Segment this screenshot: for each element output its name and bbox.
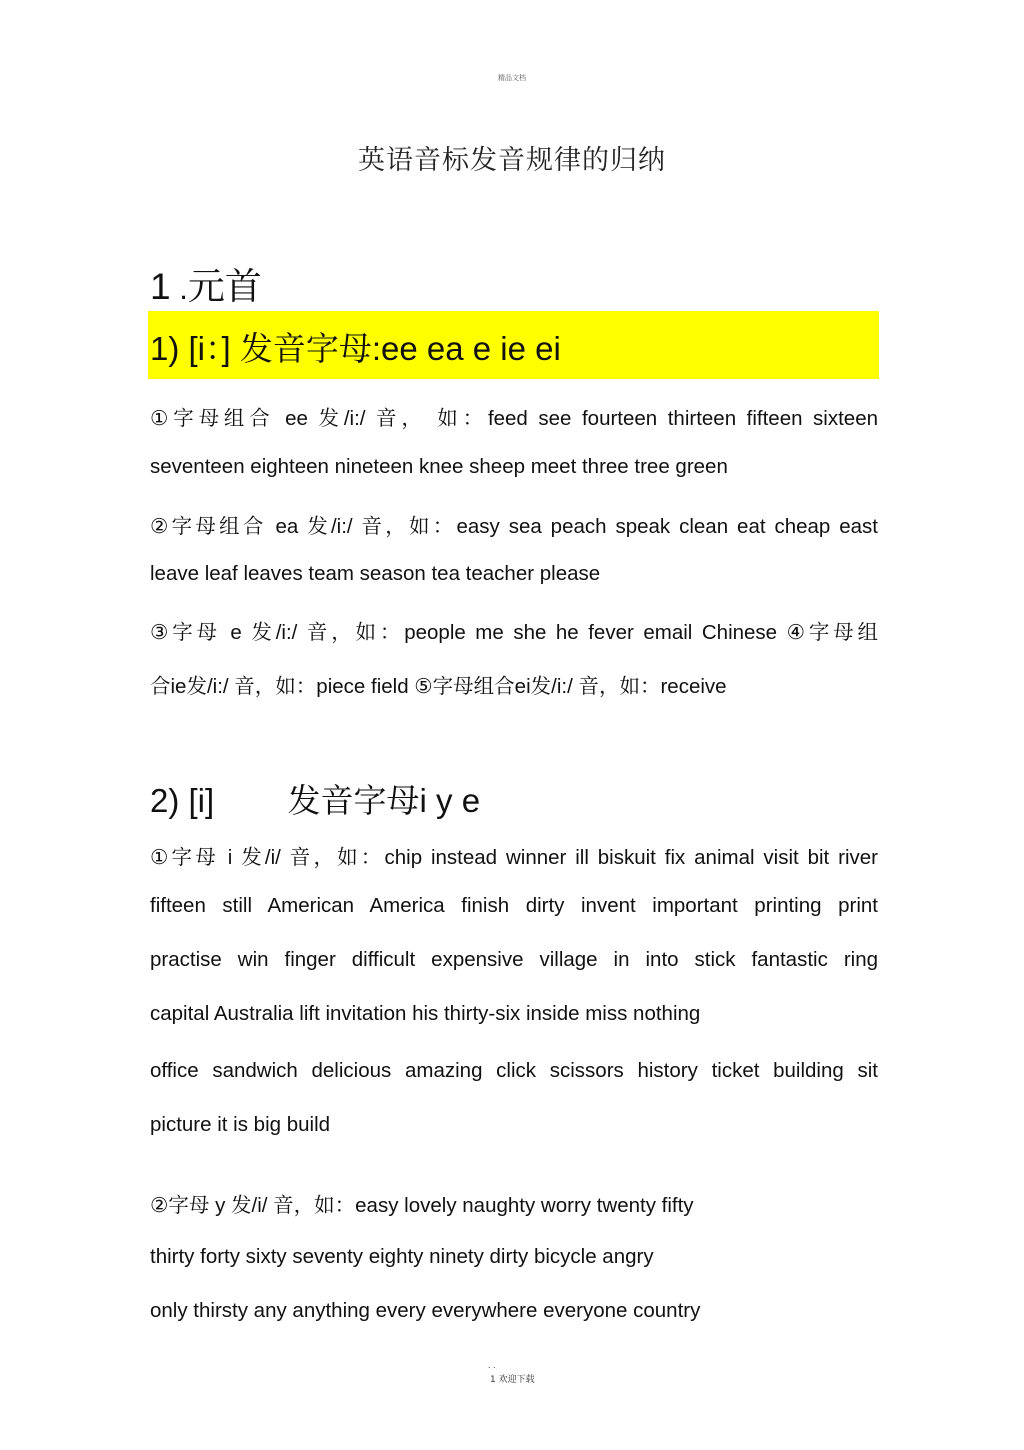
document-title: 英语音标发音规律的归纳 (358, 145, 666, 176)
subheading-1-cn: 发音字母 (239, 329, 372, 368)
subheading-2-suffix: i y e (419, 782, 481, 819)
subheading-2-prefix: 2) [i] (150, 782, 288, 819)
paragraph-line: ①字母组合 ee 发/i:/ 音， 如：feed see fourteen thirteen fifteen sixteen (150, 407, 878, 430)
subheading-1-suffix: :ee ea e ie ei (371, 330, 561, 367)
paragraph-line: ①字母 i 发/i/ 音，如：chip instead winner ill biskuit fix animal visit bit river (150, 846, 878, 869)
paragraph-line: capital Australia lift invitation his thirty-six inside miss nothing (150, 1002, 701, 1025)
subheading-1 (150, 323, 561, 370)
page-footer: 1 欢迎下载 (490, 1375, 535, 1385)
paragraph-line: only thirsty any anything every everywhere everyone country (150, 1299, 701, 1322)
section-label: 元首 (187, 265, 262, 308)
subheading-2-cn: 发音字母 (287, 781, 420, 820)
section-heading (150, 256, 262, 310)
paragraph-line: 合ie发/i:/ 音，如：piece field ⑤字母组合ei发/i:/ 音，如：receive (150, 675, 727, 698)
paragraph-line: leave leaf leaves team season tea teacher please (150, 562, 601, 585)
section-dot: . (170, 271, 188, 306)
subheading-1-prefix: 1) [i：] (150, 330, 240, 367)
paragraph-line: seventeen eighteen nineteen knee sheep meet three tree green (150, 455, 728, 478)
header-note: 精品文档 (498, 74, 526, 82)
footer-dots: . . (488, 1360, 496, 1370)
section-number: 1 (150, 266, 171, 307)
paragraph-line: thirty forty sixty seventy eighty ninety dirty bicycle angry (150, 1245, 654, 1268)
paragraph-line: office sandwich delicious amazing click scissors history ticket building sit (150, 1059, 878, 1082)
paragraph-line: ②字母 y 发/i/ 音，如：easy lovely naughty worry twenty fifty (150, 1194, 694, 1217)
paragraph-line: picture it is big build (150, 1113, 331, 1136)
paragraph-line: fifteen still American America finish dirty invent important printing print (150, 894, 878, 917)
paragraph-line: ②字母组合 ea 发/i:/ 音，如：easy sea peach speak clean eat cheap east (150, 515, 878, 538)
subheading-2 (150, 775, 480, 822)
paragraph-line: practise win finger difficult expensive village in into stick fantastic ring (150, 948, 878, 971)
paragraph-line: ③字母 e 发/i:/ 音，如：people me she he fever email Chinese ④字母组 (150, 621, 878, 644)
